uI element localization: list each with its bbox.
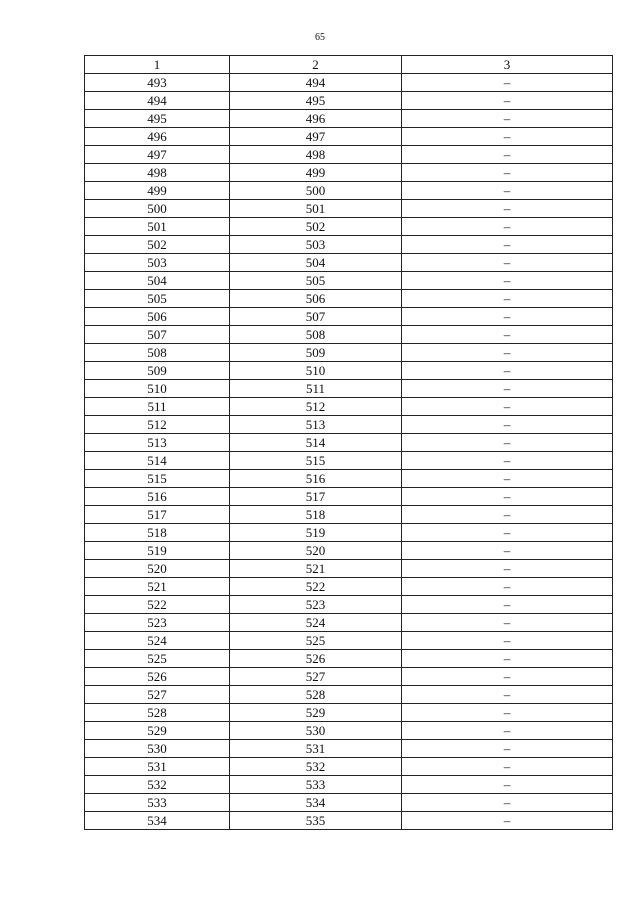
table-cell-col-2: 531 bbox=[230, 740, 402, 758]
table-cell-col-2: 523 bbox=[230, 596, 402, 614]
table-cell-col-2: 519 bbox=[230, 524, 402, 542]
table-cell-col-3: – bbox=[402, 74, 613, 92]
table-cell-col-2: 521 bbox=[230, 560, 402, 578]
table-cell-col-3: – bbox=[402, 704, 613, 722]
page-number: 65 bbox=[315, 32, 325, 43]
table-cell-col-3: – bbox=[402, 182, 613, 200]
table-cell-col-3: – bbox=[402, 668, 613, 686]
table-cell-col-3: – bbox=[402, 236, 613, 254]
table-cell-col-3: – bbox=[402, 254, 613, 272]
table-cell-col-3: – bbox=[402, 200, 613, 218]
table-cell-col-3: – bbox=[402, 488, 613, 506]
table-row bbox=[85, 560, 613, 578]
table-cell-col-3: – bbox=[402, 578, 613, 596]
table-cell-col-2: 505 bbox=[230, 272, 402, 290]
table-cell-col-2: 494 bbox=[230, 74, 402, 92]
table-cell-col-2: 503 bbox=[230, 236, 402, 254]
table-cell-col-3: – bbox=[402, 560, 613, 578]
table-row bbox=[85, 434, 613, 452]
table-cell-col-2: 522 bbox=[230, 578, 402, 596]
table-cell-col-3: – bbox=[402, 380, 613, 398]
table-cell-col-2: 507 bbox=[230, 308, 402, 326]
table-cell-col-2: 518 bbox=[230, 506, 402, 524]
table-cell-col-3: – bbox=[402, 92, 613, 110]
table-cell-col-2: 513 bbox=[230, 416, 402, 434]
table-cell-col-3: – bbox=[402, 596, 613, 614]
table-cell-col-2: 497 bbox=[230, 128, 402, 146]
table-cell-col-3: – bbox=[402, 650, 613, 668]
table-cell-col-3: – bbox=[402, 470, 613, 488]
table-cell-col-1: 531 bbox=[85, 758, 230, 776]
table-cell-col-2: 524 bbox=[230, 614, 402, 632]
table-cell-col-2: 512 bbox=[230, 398, 402, 416]
table-row bbox=[85, 218, 613, 236]
table-cell-col-3: – bbox=[402, 632, 613, 650]
table-cell-col-2: 511 bbox=[230, 380, 402, 398]
table-body bbox=[85, 74, 613, 830]
table-row bbox=[85, 578, 613, 596]
table-row bbox=[85, 596, 613, 614]
table-cell-col-2: 517 bbox=[230, 488, 402, 506]
table-cell-col-1: 519 bbox=[85, 542, 230, 560]
table-cell-col-1: 495 bbox=[85, 110, 230, 128]
table-row bbox=[85, 740, 613, 758]
table-row bbox=[85, 182, 613, 200]
table-cell-col-1: 498 bbox=[85, 164, 230, 182]
table-cell-col-3: – bbox=[402, 326, 613, 344]
table-cell-col-1: 521 bbox=[85, 578, 230, 596]
table-row bbox=[85, 686, 613, 704]
table-row bbox=[85, 380, 613, 398]
table-cell-col-1: 504 bbox=[85, 272, 230, 290]
table-cell-col-1: 522 bbox=[85, 596, 230, 614]
table-cell-col-1: 494 bbox=[85, 92, 230, 110]
table-cell-col-3: – bbox=[402, 614, 613, 632]
table-cell-col-3: – bbox=[402, 344, 613, 362]
table-row bbox=[85, 236, 613, 254]
table-cell-col-2: 501 bbox=[230, 200, 402, 218]
table-cell-col-1: 500 bbox=[85, 200, 230, 218]
table-cell-col-1: 533 bbox=[85, 794, 230, 812]
table-row bbox=[85, 362, 613, 380]
table-cell-col-1: 520 bbox=[85, 560, 230, 578]
table-cell-col-3: – bbox=[402, 398, 613, 416]
table-cell-col-1: 496 bbox=[85, 128, 230, 146]
table-cell-col-1: 526 bbox=[85, 668, 230, 686]
table-cell-col-2: 514 bbox=[230, 434, 402, 452]
table-row bbox=[85, 794, 613, 812]
table-row bbox=[85, 758, 613, 776]
table-row bbox=[85, 326, 613, 344]
table-row bbox=[85, 668, 613, 686]
table-cell-col-1: 524 bbox=[85, 632, 230, 650]
table-cell-col-1: 502 bbox=[85, 236, 230, 254]
table-cell-col-3: – bbox=[402, 218, 613, 236]
table-cell-col-1: 509 bbox=[85, 362, 230, 380]
table-cell-col-1: 497 bbox=[85, 146, 230, 164]
table-cell-col-2: 504 bbox=[230, 254, 402, 272]
table-row bbox=[85, 722, 613, 740]
table-cell-col-3: – bbox=[402, 290, 613, 308]
table-row bbox=[85, 74, 613, 92]
table-cell-col-1: 516 bbox=[85, 488, 230, 506]
table-cell-col-1: 501 bbox=[85, 218, 230, 236]
table-row bbox=[85, 776, 613, 794]
table-cell-col-1: 528 bbox=[85, 704, 230, 722]
table-cell-col-1: 529 bbox=[85, 722, 230, 740]
column-header-3: 3 bbox=[402, 56, 613, 74]
table-row bbox=[85, 470, 613, 488]
table-cell-col-3: – bbox=[402, 758, 613, 776]
table-cell-col-1: 499 bbox=[85, 182, 230, 200]
table-row bbox=[85, 92, 613, 110]
table-cell-col-2: 529 bbox=[230, 704, 402, 722]
table-row bbox=[85, 272, 613, 290]
column-header-2: 2 bbox=[230, 56, 402, 74]
table-cell-col-3: – bbox=[402, 506, 613, 524]
table-cell-col-2: 510 bbox=[230, 362, 402, 380]
table-row bbox=[85, 650, 613, 668]
table-row bbox=[85, 110, 613, 128]
table-cell-col-1: 503 bbox=[85, 254, 230, 272]
table-cell-col-3: – bbox=[402, 362, 613, 380]
table-cell-col-1: 512 bbox=[85, 416, 230, 434]
table-row bbox=[85, 632, 613, 650]
table-cell-col-1: 527 bbox=[85, 686, 230, 704]
table-cell-col-2: 535 bbox=[230, 812, 402, 830]
table-cell-col-1: 508 bbox=[85, 344, 230, 362]
table-cell-col-1: 517 bbox=[85, 506, 230, 524]
table-row bbox=[85, 128, 613, 146]
table-cell-col-3: – bbox=[402, 146, 613, 164]
table-cell-col-2: 508 bbox=[230, 326, 402, 344]
table-cell-col-3: – bbox=[402, 272, 613, 290]
table-cell-col-2: 516 bbox=[230, 470, 402, 488]
table-cell-col-1: 534 bbox=[85, 812, 230, 830]
table-cell-col-2: 500 bbox=[230, 182, 402, 200]
table-cell-col-2: 515 bbox=[230, 452, 402, 470]
table-cell-col-1: 511 bbox=[85, 398, 230, 416]
data-table bbox=[84, 55, 613, 830]
column-header-1: 1 bbox=[85, 56, 230, 74]
table-cell-col-2: 506 bbox=[230, 290, 402, 308]
table-cell-col-1: 505 bbox=[85, 290, 230, 308]
table-cell-col-3: – bbox=[402, 776, 613, 794]
table-row bbox=[85, 254, 613, 272]
table-row bbox=[85, 542, 613, 560]
table-cell-col-2: 509 bbox=[230, 344, 402, 362]
table-cell-col-3: – bbox=[402, 794, 613, 812]
table-cell-col-3: – bbox=[402, 128, 613, 146]
table-cell-col-1: 525 bbox=[85, 650, 230, 668]
table-cell-col-2: 528 bbox=[230, 686, 402, 704]
table-cell-col-3: – bbox=[402, 308, 613, 326]
table-row bbox=[85, 416, 613, 434]
table-cell-col-1: 513 bbox=[85, 434, 230, 452]
table-cell-col-1: 530 bbox=[85, 740, 230, 758]
table-cell-col-1: 506 bbox=[85, 308, 230, 326]
table-cell-col-3: – bbox=[402, 686, 613, 704]
table-row bbox=[85, 398, 613, 416]
table-cell-col-2: 495 bbox=[230, 92, 402, 110]
table-row bbox=[85, 308, 613, 326]
table-cell-col-3: – bbox=[402, 434, 613, 452]
table-row bbox=[85, 344, 613, 362]
table-row bbox=[85, 506, 613, 524]
table-row bbox=[85, 614, 613, 632]
header-row bbox=[85, 56, 613, 74]
table-cell-col-1: 523 bbox=[85, 614, 230, 632]
table-cell-col-3: – bbox=[402, 740, 613, 758]
table-cell-col-3: – bbox=[402, 812, 613, 830]
table-cell-col-1: 507 bbox=[85, 326, 230, 344]
table-cell-col-2: 530 bbox=[230, 722, 402, 740]
table-cell-col-3: – bbox=[402, 416, 613, 434]
table-cell-col-1: 518 bbox=[85, 524, 230, 542]
table-cell-col-1: 514 bbox=[85, 452, 230, 470]
table-cell-col-3: – bbox=[402, 452, 613, 470]
table-cell-col-2: 526 bbox=[230, 650, 402, 668]
table-row bbox=[85, 146, 613, 164]
table-cell-col-2: 533 bbox=[230, 776, 402, 794]
table-cell-col-2: 520 bbox=[230, 542, 402, 560]
table-row bbox=[85, 704, 613, 722]
table-cell-col-3: – bbox=[402, 542, 613, 560]
table-cell-col-1: 510 bbox=[85, 380, 230, 398]
table-cell-col-3: – bbox=[402, 524, 613, 542]
table-cell-col-3: – bbox=[402, 722, 613, 740]
table-cell-col-2: 527 bbox=[230, 668, 402, 686]
table-cell-col-2: 534 bbox=[230, 794, 402, 812]
table-row bbox=[85, 290, 613, 308]
table-cell-col-2: 496 bbox=[230, 110, 402, 128]
table-row bbox=[85, 524, 613, 542]
table-cell-col-2: 499 bbox=[230, 164, 402, 182]
table-cell-col-3: – bbox=[402, 164, 613, 182]
table-cell-col-1: 532 bbox=[85, 776, 230, 794]
table-cell-col-2: 532 bbox=[230, 758, 402, 776]
table-row bbox=[85, 452, 613, 470]
table-row bbox=[85, 488, 613, 506]
table-header bbox=[85, 56, 613, 74]
table-cell-col-1: 515 bbox=[85, 470, 230, 488]
table-cell-col-2: 525 bbox=[230, 632, 402, 650]
table-row bbox=[85, 812, 613, 830]
table-row bbox=[85, 200, 613, 218]
table-cell-col-2: 502 bbox=[230, 218, 402, 236]
table-cell-col-3: – bbox=[402, 110, 613, 128]
table-cell-col-2: 498 bbox=[230, 146, 402, 164]
table-cell-col-1: 493 bbox=[85, 74, 230, 92]
table-row bbox=[85, 164, 613, 182]
